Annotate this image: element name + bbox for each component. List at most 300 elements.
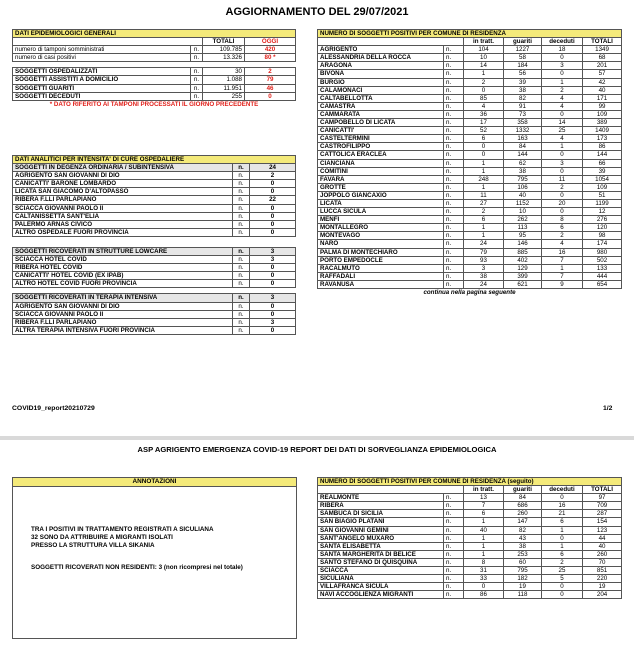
totali-value: 1349: [583, 46, 622, 54]
totali-value: 39: [583, 167, 622, 175]
row-unit: n.: [444, 94, 464, 102]
row-today: 79: [245, 76, 296, 84]
table-row: [318, 502, 622, 510]
table-row: [318, 119, 622, 127]
table-row: [13, 294, 296, 302]
in-tratt-value: 8: [464, 558, 504, 566]
note-line-4: SOGGETTI RICOVERATI NON RESIDENTI: 3 (non ricompresi nel totale): [31, 564, 243, 571]
comune-name: BIVONA: [318, 70, 444, 78]
guariti-value: 84: [504, 494, 542, 502]
totali-value: 502: [583, 256, 622, 264]
row-unit: n.: [444, 280, 464, 288]
totali-value: 86: [583, 143, 622, 151]
guariti-value: 621: [504, 280, 542, 288]
guariti-value: 1152: [504, 199, 542, 207]
row-value: 0: [250, 180, 296, 188]
comune-name: LUCCA SICULA: [318, 208, 444, 216]
guariti-value: 358: [504, 119, 542, 127]
row-label: AGRIGENTO SAN GIOVANNI DI DIO: [13, 302, 233, 310]
table-row: [13, 280, 296, 288]
deceduti-value: 16: [542, 248, 583, 256]
guariti-value: 262: [504, 216, 542, 224]
row-label: SOGGETTI RICOVERATI IN TERAPIA INTENSIVA: [13, 294, 233, 302]
hospital-table: [12, 155, 296, 335]
table-row: [13, 318, 296, 326]
comune-name: RAVANUSA: [318, 280, 444, 288]
row-label: LICATA SAN GIACOMO D'ALTOPASSO: [13, 188, 233, 196]
comune-name: SCIACCA: [318, 567, 444, 575]
guariti-value: 84: [504, 143, 542, 151]
row-unit: n.: [233, 280, 250, 288]
guariti-value: 1227: [504, 46, 542, 54]
comune-name: AGRIGENTO: [318, 46, 444, 54]
in-tratt-value: 6: [464, 135, 504, 143]
in-tratt-value: 33: [464, 575, 504, 583]
row-unit: n.: [444, 502, 464, 510]
row-value: 3: [250, 247, 296, 255]
totali-value: 70: [583, 558, 622, 566]
col-guariti: guariti: [504, 486, 542, 494]
table-row: [13, 188, 296, 196]
deceduti-value: 16: [542, 502, 583, 510]
in-tratt-value: 52: [464, 127, 504, 135]
comune-name: MONTEVAGO: [318, 232, 444, 240]
guariti-value: 10: [504, 208, 542, 216]
row-unit: n.: [233, 294, 250, 302]
deceduti-value: 0: [542, 583, 583, 591]
guariti-value: 129: [504, 264, 542, 272]
table-row: [318, 567, 622, 575]
row-value: 0: [250, 188, 296, 196]
in-tratt-value: 2: [464, 78, 504, 86]
row-unit: n.: [233, 272, 250, 280]
deceduti-value: 4: [542, 102, 583, 110]
deceduti-value: 0: [542, 167, 583, 175]
in-tratt-value: 86: [464, 591, 504, 599]
row-unit: n.: [191, 84, 203, 92]
deceduti-value: 3: [542, 159, 583, 167]
row-unit: n.: [444, 256, 464, 264]
row-unit: n.: [444, 78, 464, 86]
row-label: SOGGETTI ASSISTITI A DOMICILIO: [13, 76, 191, 84]
row-total: 11.951: [203, 84, 245, 92]
table-row: [318, 191, 622, 199]
guariti-value: 19: [504, 583, 542, 591]
deceduti-value: 3: [542, 62, 583, 70]
table-row: [318, 558, 622, 566]
row-value: 0: [250, 220, 296, 228]
table-row: [13, 228, 296, 236]
row-label: ALTRO OSPEDALE FUORI PROVINCIA: [13, 228, 233, 236]
totali-value: 44: [583, 534, 622, 542]
guariti-value: 39: [504, 78, 542, 86]
in-tratt-value: 1: [464, 534, 504, 542]
table-row: [318, 240, 622, 248]
row-label: PALERMO ARNAS CIVICO: [13, 220, 233, 228]
row-label: AGRIGENTO SAN GIOVANNI DI DIO: [13, 172, 233, 180]
table-row: [13, 326, 296, 334]
in-tratt-value: 7: [464, 502, 504, 510]
row-unit: n.: [233, 247, 250, 255]
in-tratt-value: 31: [464, 567, 504, 575]
in-tratt-value: 85: [464, 94, 504, 102]
row-total: 109.785: [203, 46, 245, 54]
in-tratt-value: 24: [464, 240, 504, 248]
comune-name: PORTO EMPEDOCLE: [318, 256, 444, 264]
general-data-table: [12, 29, 296, 108]
row-unit: n.: [444, 175, 464, 183]
guariti-value: 144: [504, 151, 542, 159]
row-unit: n.: [444, 167, 464, 175]
guariti-value: 95: [504, 232, 542, 240]
comune-name: CALAMONACI: [318, 86, 444, 94]
row-value: 0: [250, 310, 296, 318]
comune-name: GROTTE: [318, 183, 444, 191]
totali-value: 851: [583, 567, 622, 575]
totali-value: 1054: [583, 175, 622, 183]
comune-name: CANICATTI': [318, 127, 444, 135]
row-unit: n.: [444, 159, 464, 167]
in-tratt-value: 27: [464, 199, 504, 207]
row-unit: n.: [444, 550, 464, 558]
totali-value: 144: [583, 151, 622, 159]
guariti-value: 399: [504, 272, 542, 280]
comune-name: VILLAFRANCA SICULA: [318, 583, 444, 591]
in-tratt-value: 93: [464, 256, 504, 264]
table-row: [318, 159, 622, 167]
row-unit: n.: [444, 110, 464, 118]
comune-name: CATTOLICA ERACLEA: [318, 151, 444, 159]
row-label: CANICATTI' HOTEL COVID (EX IPAB): [13, 272, 233, 280]
page-separator: [0, 436, 634, 440]
row-unit: n.: [444, 183, 464, 191]
row-label: CALTANISSETTA SANT'ELIA: [13, 212, 233, 220]
row-value: 0: [250, 272, 296, 280]
row-today: 80 *: [245, 54, 296, 62]
row-unit: n.: [233, 310, 250, 318]
deceduti-value: 6: [542, 550, 583, 558]
comune-name: RAFFADALI: [318, 272, 444, 280]
comune-name: LICATA: [318, 199, 444, 207]
row-unit: n.: [233, 180, 250, 188]
col-deceduti: deceduti: [542, 38, 583, 46]
comune-name: MENFI: [318, 216, 444, 224]
col-deceduti: deceduti: [542, 486, 583, 494]
comune-name: SANTO STEFANO DI QUISQUINA: [318, 558, 444, 566]
in-tratt-value: 24: [464, 280, 504, 288]
col-in-tratt: in tratt.: [464, 486, 504, 494]
totali-value: 57: [583, 70, 622, 78]
report-title: ASP AGRIGENTO EMERGENZA COVID-19 REPORT DEI DATI DI SORVEGLIANZA EPIDEMIOLOGICA: [137, 445, 497, 454]
row-total: 255: [203, 92, 245, 100]
comune-name: REALMONTE: [318, 494, 444, 502]
in-tratt-value: 79: [464, 248, 504, 256]
deceduti-value: 9: [542, 280, 583, 288]
comune-name: COMITINI: [318, 167, 444, 175]
row-unit: n.: [233, 220, 250, 228]
table-row: [318, 272, 622, 280]
comune-name: CASTROFILIPPO: [318, 143, 444, 151]
table-row: [318, 575, 622, 583]
deceduti-value: 25: [542, 127, 583, 135]
note-line-3: PRESSO LA STRUTTURA VILLA SIKANIA: [31, 542, 155, 549]
in-tratt-value: 17: [464, 119, 504, 127]
row-unit: n.: [444, 526, 464, 534]
row-label: RIBERA F.LLI PARLAPIANO: [13, 318, 233, 326]
row-unit: n.: [444, 567, 464, 575]
guariti-value: 146: [504, 240, 542, 248]
comune-name: CAMASTRA: [318, 102, 444, 110]
guariti-value: 82: [504, 94, 542, 102]
table-row: [13, 302, 296, 310]
in-tratt-value: 1: [464, 167, 504, 175]
table-row: [13, 220, 296, 228]
notes-box: [12, 477, 297, 639]
table-row: [13, 92, 296, 100]
table-row: [318, 542, 622, 550]
deceduti-value: 0: [542, 110, 583, 118]
in-tratt-value: 1: [464, 224, 504, 232]
in-tratt-value: 38: [464, 272, 504, 280]
guariti-value: 118: [504, 591, 542, 599]
row-today: 0: [245, 92, 296, 100]
row-value: 0: [250, 280, 296, 288]
row-today: 2: [245, 68, 296, 76]
in-tratt-value: 13: [464, 494, 504, 502]
deceduti-value: 0: [542, 70, 583, 78]
table-row: [318, 518, 622, 526]
in-tratt-value: 10: [464, 54, 504, 62]
row-unit: n.: [444, 534, 464, 542]
col-guariti: guariti: [504, 38, 542, 46]
table-row: [318, 264, 622, 272]
row-unit: n.: [444, 224, 464, 232]
col-totali: TOTALI: [583, 38, 622, 46]
row-unit: n.: [444, 191, 464, 199]
in-tratt-value: 3: [464, 264, 504, 272]
deceduti-value: 7: [542, 272, 583, 280]
col-totali: TOTALI: [583, 486, 622, 494]
table-row: [318, 232, 622, 240]
deceduti-value: 2: [542, 183, 583, 191]
table-row: [318, 224, 622, 232]
row-value: 3: [250, 256, 296, 264]
table-row: [318, 550, 622, 558]
deceduti-value: 1: [542, 264, 583, 272]
row-today: 420: [245, 46, 296, 54]
totali-value: 12: [583, 208, 622, 216]
table-row: [318, 151, 622, 159]
row-unit: n.: [233, 264, 250, 272]
row-label: ALTRO HOTEL COVID FUORI PROVINCIA: [13, 280, 233, 288]
guariti-value: 1332: [504, 127, 542, 135]
table-row: [318, 208, 622, 216]
row-today: 46: [245, 84, 296, 92]
deceduti-value: 0: [542, 494, 583, 502]
in-tratt-value: 6: [464, 216, 504, 224]
totali-value: 133: [583, 264, 622, 272]
table-row: [13, 54, 296, 62]
table-row: [13, 247, 296, 255]
row-label: SOGGETTI RICOVERATI IN STRUTTURE LOWCARE: [13, 247, 233, 255]
guariti-value: 73: [504, 110, 542, 118]
totali-value: 120: [583, 224, 622, 232]
totali-value: 654: [583, 280, 622, 288]
row-label: CANICATTI' BARONE LOMBARDO: [13, 180, 233, 188]
comune-name: SAMBUCA DI SICILIA: [318, 510, 444, 518]
in-tratt-value: 2: [464, 208, 504, 216]
in-tratt-value: 4: [464, 102, 504, 110]
notes-header: ANNOTAZIONI: [13, 478, 296, 487]
deceduti-value: 1: [542, 143, 583, 151]
row-unit: n.: [233, 164, 250, 172]
totali-value: 204: [583, 591, 622, 599]
deceduti-value: 6: [542, 224, 583, 232]
row-label: RIBERA HOTEL COVID: [13, 264, 233, 272]
comune-name: CAMMARATA: [318, 110, 444, 118]
in-tratt-value: 1: [464, 232, 504, 240]
row-total: 30: [203, 68, 245, 76]
totali-value: 709: [583, 502, 622, 510]
deceduti-value: 1: [542, 78, 583, 86]
table-row: [13, 76, 296, 84]
row-value: 0: [250, 228, 296, 236]
totali-value: 276: [583, 216, 622, 224]
guariti-value: 113: [504, 224, 542, 232]
in-tratt-value: 0: [464, 151, 504, 159]
row-label: ALTRA TERAPIA INTENSIVA FUORI PROVINCIA: [13, 326, 233, 334]
comune-name: CALTABELLOTTA: [318, 94, 444, 102]
comune-name: CASTELTERMINI: [318, 135, 444, 143]
row-unit: n.: [191, 76, 203, 84]
row-value: 0: [250, 204, 296, 212]
guariti-value: 184: [504, 62, 542, 70]
row-unit: n.: [444, 119, 464, 127]
row-unit: n.: [444, 70, 464, 78]
guariti-value: 38: [504, 167, 542, 175]
row-unit: n.: [444, 558, 464, 566]
deceduti-value: 0: [542, 54, 583, 62]
deceduti-value: 4: [542, 240, 583, 248]
page-number: 1/2: [603, 405, 613, 412]
totali-value: 174: [583, 240, 622, 248]
table-row: [318, 199, 622, 207]
table-row: [318, 183, 622, 191]
row-unit: n.: [444, 208, 464, 216]
general-header: DATI EPIDEMIOLOGICI GENERALI: [13, 30, 296, 38]
comune-name: SANT'ANGELO MUXARO: [318, 534, 444, 542]
totali-value: 99: [583, 102, 622, 110]
row-label: numero di casi positivi: [13, 54, 191, 62]
totali-value: 171: [583, 94, 622, 102]
in-tratt-value: 1: [464, 159, 504, 167]
table-row: [13, 204, 296, 212]
row-value: 2: [250, 172, 296, 180]
comune-name: MONTALLEGRO: [318, 224, 444, 232]
deceduti-value: 7: [542, 256, 583, 264]
comune-name: ALESSANDRIA DELLA ROCCA: [318, 54, 444, 62]
row-total: 1.088: [203, 76, 245, 84]
comune-name: CIANCIANA: [318, 159, 444, 167]
hospital-header: DATI ANALITICI PER INTENSITA' DI CURE OSPEDALIERE: [13, 156, 296, 164]
deceduti-value: 11: [542, 175, 583, 183]
guariti-value: 182: [504, 575, 542, 583]
row-value: 0: [250, 326, 296, 334]
row-label: SOGGETTI OSPEDALIZZATI: [13, 68, 191, 76]
table-row: [318, 256, 622, 264]
table-row: [318, 94, 622, 102]
row-unit: n.: [444, 248, 464, 256]
row-unit: n.: [233, 212, 250, 220]
table-row: [318, 216, 622, 224]
guariti-value: 106: [504, 183, 542, 191]
totali-value: 51: [583, 191, 622, 199]
totali-value: 154: [583, 518, 622, 526]
deceduti-value: 0: [542, 534, 583, 542]
table-row: [318, 167, 622, 175]
comune-name: CAMPOBELLO DI LICATA: [318, 119, 444, 127]
col-oggi: OGGI: [245, 38, 296, 46]
row-unit: n.: [233, 204, 250, 212]
row-unit: n.: [444, 54, 464, 62]
comune-name: SICULIANA: [318, 575, 444, 583]
table-row: [318, 86, 622, 94]
table-row: [318, 127, 622, 135]
guariti-value: 260: [504, 510, 542, 518]
guariti-value: 38: [504, 86, 542, 94]
row-unit: n.: [444, 240, 464, 248]
row-label: SOGGETTI DECEDUTI: [13, 92, 191, 100]
table-row: [13, 172, 296, 180]
totali-value: 40: [583, 86, 622, 94]
in-tratt-value: 40: [464, 526, 504, 534]
table-row: [318, 526, 622, 534]
deceduti-value: 0: [542, 591, 583, 599]
guariti-value: 43: [504, 534, 542, 542]
row-unit: n.: [444, 199, 464, 207]
in-tratt-value: 36: [464, 110, 504, 118]
in-tratt-value: 1: [464, 70, 504, 78]
totali-value: 98: [583, 232, 622, 240]
guariti-value: 40: [504, 191, 542, 199]
row-unit: n.: [233, 326, 250, 334]
guariti-value: 163: [504, 135, 542, 143]
totali-value: 201: [583, 62, 622, 70]
table-row: [13, 196, 296, 204]
table-row: [318, 510, 622, 518]
totali-value: 287: [583, 510, 622, 518]
deceduti-value: 2: [542, 232, 583, 240]
row-unit: n.: [233, 256, 250, 264]
totali-value: 260: [583, 550, 622, 558]
row-total: 13.326: [203, 54, 245, 62]
table-row: [318, 62, 622, 70]
row-unit: n.: [444, 232, 464, 240]
guariti-value: 253: [504, 550, 542, 558]
comune-name: BURGIO: [318, 78, 444, 86]
row-value: 3: [250, 318, 296, 326]
row-unit: n.: [444, 583, 464, 591]
totali-value: 173: [583, 135, 622, 143]
guariti-value: 56: [504, 70, 542, 78]
row-unit: n.: [191, 92, 203, 100]
note-line-2: 32 SONO DA ATTRIBUIRE A MIGRANTI ISOLATI: [31, 534, 173, 541]
deceduti-value: 2: [542, 558, 583, 566]
comune-name: SANTA ELISABETTA: [318, 542, 444, 550]
deceduti-value: 0: [542, 151, 583, 159]
in-tratt-value: 14: [464, 62, 504, 70]
table-row: [13, 46, 296, 54]
